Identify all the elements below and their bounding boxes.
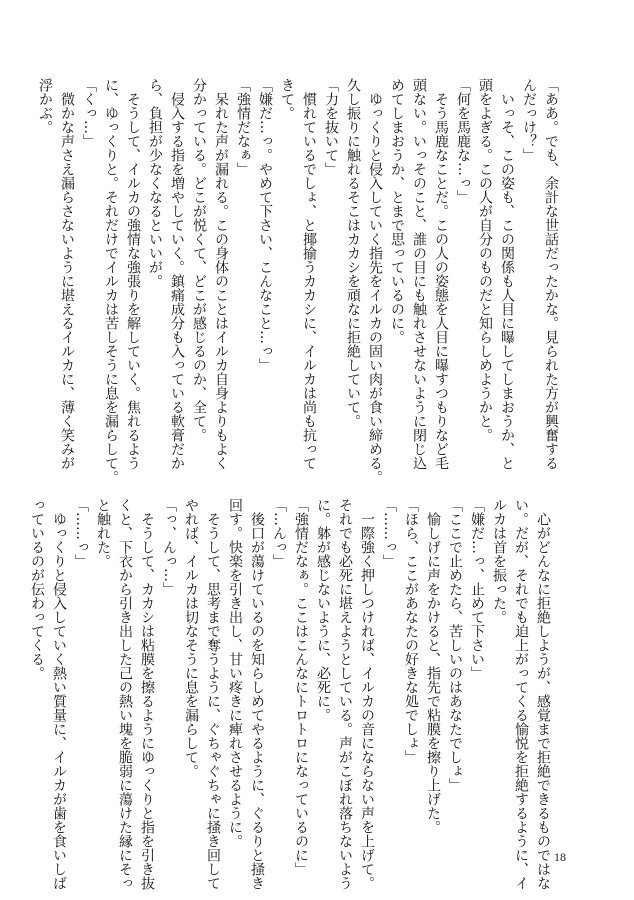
text-line: 「何を馬鹿な…っ」 — [455, 78, 471, 204]
text-line: んだっけ？」 — [521, 78, 537, 162]
text-line: 浮かぶ。 — [37, 78, 53, 134]
text-line: そうして、イルカの強情な強張りを解していく。焦れるよう — [125, 78, 141, 470]
text-line: いっそ、この姿も、この関係も人目に曝してしまおうか、と — [499, 78, 515, 470]
text-line: 回す。快楽を引き出し、甘い疼きに痺れさせるように。 — [227, 498, 243, 848]
text-line: そうして、カカシは粘膜を擦るようにゆっくりと指を引き抜 — [139, 498, 155, 890]
text-line: やれば、イルカは切なそうに息を漏らして。 — [183, 498, 199, 778]
text-line: 久し振りに触れるそこはカカシを頑なに拒絶していて。 — [345, 78, 361, 428]
text-line: 頭ない。いっそのこと、誰の目にも触れさせないように閉じ込 — [411, 78, 427, 470]
text-line: 「嫌だ…っ、止めて下さい」 — [469, 498, 485, 680]
text-line: ルカは首を振った。 — [491, 498, 507, 624]
text-line: 慣れているでしょ、と揶揄うカカシに、イルカは尚も抗って — [301, 78, 317, 470]
text-line: 心がどんなに拒絶しようが、感覚まで拒絶できるものではな — [535, 498, 551, 890]
text-line: 一際強く押しつければ、イルカの音にならない声を上げて。 — [359, 498, 375, 890]
text-line: それでも必死に堪えようとしている。声がこぼれ落ちないよう — [337, 498, 353, 890]
text-line: 呆れた声が漏れる。この身体のことはイルカ自身よりもよく — [213, 78, 229, 470]
text-line: 分かっている。どこが悦くて、どこが感じるのか、全て。 — [191, 78, 207, 442]
text-line: い。だが、それでも迫上がってくる愉悦を拒絶するように、イ — [513, 498, 529, 890]
text-line: ら、負担が少なくなるといいが。 — [147, 78, 163, 288]
text-line: ゆっくりと侵入していく熱い質量に、イルカが歯を食いしば — [51, 498, 67, 890]
lower-text-block — [29, 498, 554, 890]
text-line: きて。 — [279, 78, 295, 120]
text-line: 「っ、んっ…」 — [161, 498, 177, 596]
text-line: めてしまおうか、とまで思っているのに。 — [389, 78, 405, 344]
text-line: っているのが伝わってくる。 — [29, 498, 45, 680]
text-line: 「ここで止めたら、苦しいのはあなたでしょ」 — [447, 498, 463, 792]
text-line: 侵入する指を増やしていく。鎮痛成分も入っている軟膏だか — [169, 78, 185, 470]
text-line: 「強情だなぁ」 — [235, 78, 251, 176]
page-number: 18 — [554, 850, 566, 864]
text-line: 「強情だなぁ。ここはこんなにトロトロになっているのに」 — [293, 498, 309, 876]
text-line: 頭をよぎる。この人が自分のものだと知らしめようかと。 — [477, 78, 493, 442]
text-line: 「…んっ」 — [271, 498, 287, 568]
text-line: 愉しげに声をかけると、指先で粘膜を擦り上げた。 — [425, 498, 441, 834]
upper-text-block — [37, 78, 562, 484]
text-line: 「力を抜いて」 — [323, 78, 339, 176]
text-line: 「ほら、ここがあなたの好きな処でしょ」 — [403, 498, 419, 764]
text-line: 「嫌だ…っ。やめて下さい、こんなこと…っ」 — [257, 78, 273, 372]
text-line: と触れた。 — [95, 498, 111, 568]
text-line: 「……っ」 — [73, 498, 89, 568]
text-line: に。躰が感じないように、必死に。 — [315, 498, 331, 722]
text-line: くと、下衣から引き出した己の熱い塊を脆弱に蕩けた縁にそっ — [117, 498, 133, 890]
text-line: ゆっくりと侵入していく指先をイルカの固い肉が食い締める。 — [367, 78, 383, 484]
text-line: 「くっ…」 — [81, 78, 97, 148]
text-line: そうして、思考まで奪うように、ぐちゃぐちゃに掻き回して — [205, 498, 221, 890]
text-line: 微かな声さえ漏らさないように堪えるイルカに、薄く笑みが — [59, 78, 75, 470]
text-line: 「ああ。でも、余計な世話だったかな。見られた方が興奮する — [543, 78, 559, 470]
text-line: に、ゆっくりと。それだけでイルカは苦しそうに息を漏らして。 — [103, 78, 119, 484]
text-line: 後口が蕩けているのを知らしめてやるように、ぐるりと掻き — [249, 498, 265, 890]
text-line: そう馬鹿なことだ。この人の姿態を人目に曝すつもりなど毛 — [433, 78, 449, 470]
text-line: 「……っ」 — [381, 498, 397, 568]
